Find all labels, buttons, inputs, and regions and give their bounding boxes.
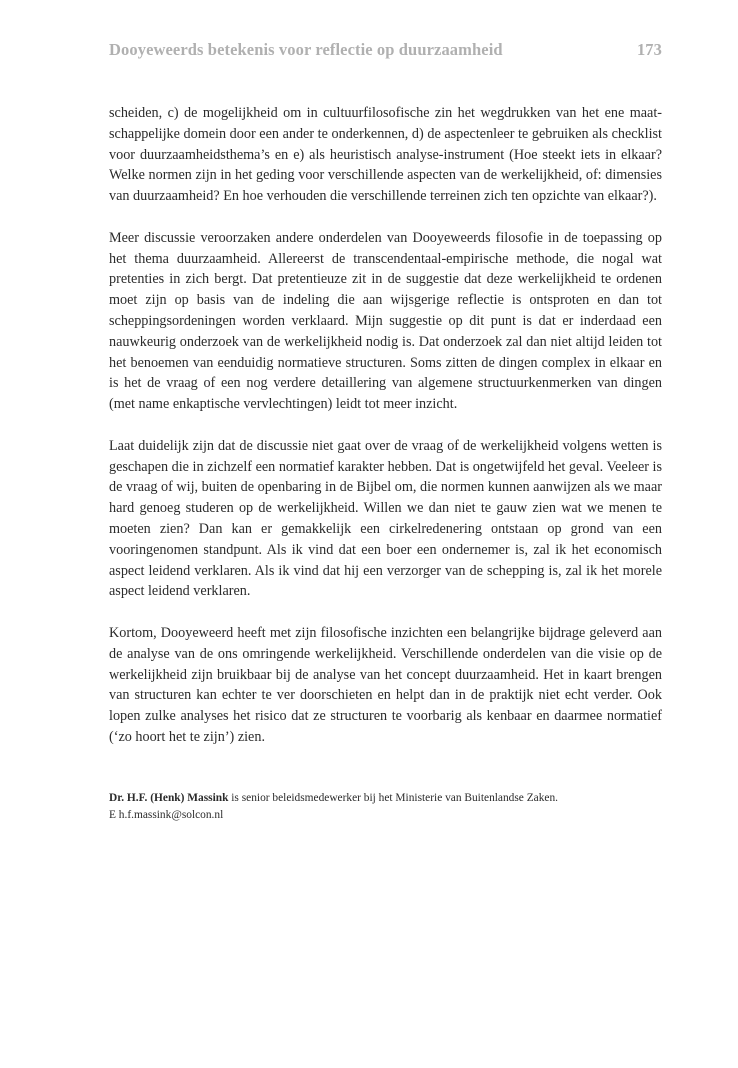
paragraph: scheiden, c) de mogelijkheid om in cultuurfilosofische zin het wegdrukken van het ene maatschappelijke domein door een ander te onderkennen, d) de aspectenleer te gebruiken als checklist voor duurzaamheidsthema’s en e) als heuristisch analyse-instrument (Hoe steekt iets in elkaar? Welke normen zijn in het geding voor verschillende aspecten van de werkelijkheid, of: dimensies van duurzaamheid? En hoe verhouden die verschillende terreinen zich ten opzichte van elkaar?). (109, 105, 662, 205)
author-name: Dr. H.F. (Henk) Massink (109, 792, 229, 804)
author-description: is senior beleidsmedewerker bij het Ministerie van Buitenlandse Zaken. (228, 792, 559, 804)
paragraph: Laat duidelijk zijn dat de discussie niet gaat over de vraag of de werkelijkheid volgens wetten is geschapen die in zichzelf een normatief karakter hebben. Dat is ongetwijfeld het geval. Veeleer is de vraag of wij, buiten de openbaring in de Bijbel om, die normen kunnen aanwijzen als we maar hard genoeg studeren op de werkelijkheid. Willen we dan niet te gauw zien wat we menen te moeten zien? Dan kan er gemakkelijk een cirkelredenering ontstaan op grond van een vooringenomen standpunt. Als ik vind dat een boer een ondernemer is, zal ik het economisch aspect leidend verklaren. Als ik vind dat hij een verzorger van de schepping is, zal ik het morele aspect leidend verklaren. (109, 437, 662, 600)
running-head (109, 40, 662, 60)
author-email: E h.f.massink@solcon.nl (109, 809, 224, 821)
body-text (109, 103, 662, 748)
running-title: Dooyeweerds betekenis voor reflectie op duurzaamheid (109, 40, 503, 59)
page-number: 173 (636, 40, 662, 59)
author-note (109, 790, 662, 824)
paragraph: Kortom, Dooyeweerd heeft met zijn filosofische inzichten een belangrijke bijdrage geleverd aan de analyse van de ons omringende werkelijkheid. Verschillende onderdelen van die visie op de werkelijkheid zijn bruikbaar bij de analyse van het concept duurzaamheid. Het in kaart brengen van structuren kan echter te ver doorschieten en helpt dan in de praktijk niet echt verder. Ook lopen zulke analyses het risico dat ze structuren te voorbarig als kenbaar en daarmee normatief (‘zo hoort het te zijn’) zien. (109, 624, 662, 745)
author-bio (109, 790, 662, 807)
paragraph: Meer discussie veroorzaken andere onderdelen van Dooyeweerds filosofie in de toepassing op het thema duurzaamheid. Allereerst de transcendentaal-empirische methode, die nogal wat pretenties in zich bergt. Dat pretentieuze zit in de suggestie dat deze werkelijkheid te ordenen moet zijn op basis van de indeling die aan wijsgerige reflectie is ontsproten en dan tot scheppingsordeningen worden verklaard. Mijn suggestie op dit punt is dat er inderdaad een nauwkeurig onderzoek van de werkelijkheid nodig is. Dat onderzoek zal dan niet altijd leiden tot het benoemen van eenduidig normatieve structuren. Soms zitten de dingen complex in elkaar en is het de vraag of een nog verdere detaillering van algemene structuurkenmerken van dingen (met name enkaptische vervlechtingen) leidt tot meer inzicht. (109, 229, 662, 413)
